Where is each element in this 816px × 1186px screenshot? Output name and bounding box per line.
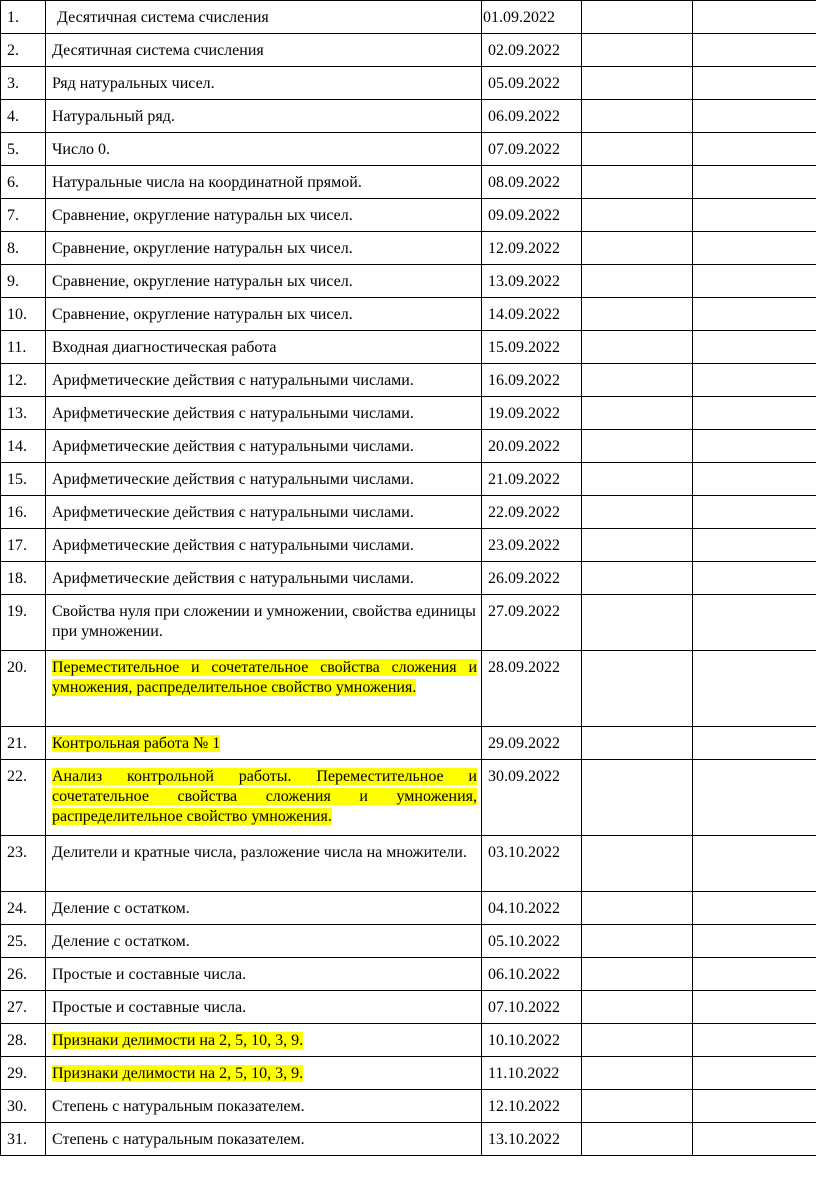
lesson-topic-text: Переместительное и сочетательное свойства сложения и умножения, распределительное свойство умножения. [52,659,477,696]
empty-cell [693,100,816,133]
empty-cell [693,1057,816,1090]
lesson-date: 08.09.2022 [482,166,582,199]
lesson-number: 20. [1,651,46,727]
empty-cell [582,1057,693,1090]
lesson-date: 27.09.2022 [482,595,582,651]
lesson-number: 14. [1,430,46,463]
table-row [1,727,816,760]
lesson-topic [46,1,482,34]
table-row [1,1,816,34]
lesson-topic [46,232,482,265]
lesson-topic-text: Сравнение, округление натуральн ых чисел. [52,273,353,290]
table-row [1,529,816,562]
lesson-topic [46,298,482,331]
table-row [1,34,816,67]
table-row [1,1024,816,1057]
table-row [1,836,816,892]
lesson-topic-text: Арифметические действия с натуральными числами. [52,570,414,587]
lesson-topic [46,958,482,991]
empty-cell [582,67,693,100]
lesson-topic [46,991,482,1024]
empty-cell [582,1024,693,1057]
empty-cell [582,1,693,34]
lesson-topic [46,1123,482,1156]
lesson-date: 19.09.2022 [482,397,582,430]
empty-cell [693,651,816,727]
lesson-date: 12.09.2022 [482,232,582,265]
lesson-topic-text: Арифметические действия с натуральными числами. [52,504,414,521]
empty-cell [582,364,693,397]
lesson-topic [46,166,482,199]
table-row [1,892,816,925]
lesson-topic-text: Арифметические действия с натуральными числами. [52,471,414,488]
table-row [1,1123,816,1156]
lesson-date: 23.09.2022 [482,529,582,562]
table-row [1,925,816,958]
empty-cell [693,430,816,463]
lesson-date: 10.10.2022 [482,1024,582,1057]
lesson-number: 12. [1,364,46,397]
empty-cell [582,925,693,958]
lesson-number: 6. [1,166,46,199]
lesson-topic-text: Признаки делимости на 2, 5, 10, 3, 9. [52,1032,304,1049]
empty-cell [693,925,816,958]
empty-cell [582,397,693,430]
lesson-date: 11.10.2022 [482,1057,582,1090]
lesson-topic [46,397,482,430]
lesson-topic-text: Сравнение, округление натуральн ых чисел. [52,240,353,257]
lesson-number: 2. [1,34,46,67]
lesson-topic [46,133,482,166]
empty-cell [582,760,693,836]
empty-cell [582,430,693,463]
table-row [1,496,816,529]
lesson-topic-text: Деление с остатком. [52,900,190,917]
lesson-topic-text: Признаки делимости на 2, 5, 10, 3, 9. [52,1065,304,1082]
lesson-date: 14.09.2022 [482,298,582,331]
table-row [1,364,816,397]
lesson-topic-text: Арифметические действия с натуральными числами. [52,372,414,389]
lesson-number: 25. [1,925,46,958]
lesson-date: 12.10.2022 [482,1090,582,1123]
empty-cell [693,958,816,991]
lesson-topic-text: Арифметические действия с натуральными числами. [52,537,414,554]
table-row [1,595,816,651]
lesson-topic-text: Свойства нуля при сложении и умножении, свойства единицы при умножении. [52,603,476,640]
lesson-topic [46,67,482,100]
empty-cell [693,397,816,430]
empty-cell [693,67,816,100]
empty-cell [693,727,816,760]
empty-cell [693,1,816,34]
lesson-number: 3. [1,67,46,100]
lesson-number: 8. [1,232,46,265]
lesson-topic [46,760,482,836]
lesson-date: 04.10.2022 [482,892,582,925]
lesson-topic-text: Число 0. [52,141,111,158]
lesson-date: 05.09.2022 [482,67,582,100]
table-row [1,199,816,232]
lesson-topic-text: Сравнение, округление натуральн ых чисел. [52,306,353,323]
empty-cell [582,651,693,727]
table-row [1,331,816,364]
empty-cell [582,199,693,232]
lesson-number: 1. [1,1,46,34]
empty-cell [693,595,816,651]
empty-cell [582,1090,693,1123]
lesson-topic [46,595,482,651]
lesson-topic [46,199,482,232]
lesson-number: 28. [1,1024,46,1057]
empty-cell [582,991,693,1024]
empty-cell [582,562,693,595]
lesson-topic-text: Натуральные числа на координатной прямой. [52,174,362,191]
empty-cell [582,331,693,364]
lesson-date: 07.09.2022 [482,133,582,166]
table-row [1,298,816,331]
empty-cell [693,232,816,265]
empty-cell [693,298,816,331]
empty-cell [582,298,693,331]
lesson-number: 29. [1,1057,46,1090]
lesson-number: 26. [1,958,46,991]
lesson-date: 21.09.2022 [482,463,582,496]
empty-cell [582,133,693,166]
empty-cell [693,760,816,836]
table-row [1,1057,816,1090]
lesson-topic [46,1057,482,1090]
lesson-number: 9. [1,265,46,298]
empty-cell [582,265,693,298]
lesson-topic-text: Сравнение, округление натуральн ых чисел. [52,207,353,224]
lesson-topic [46,265,482,298]
lesson-date: 13.10.2022 [482,1123,582,1156]
lesson-topic [46,1090,482,1123]
lesson-date: 28.09.2022 [482,651,582,727]
lesson-topic [46,1024,482,1057]
lesson-date: 07.10.2022 [482,991,582,1024]
lesson-date: 06.09.2022 [482,100,582,133]
lesson-topic-text: Натуральный ряд. [52,108,175,125]
lesson-topic [46,529,482,562]
empty-cell [693,463,816,496]
lesson-date: 26.09.2022 [482,562,582,595]
table-row [1,463,816,496]
empty-cell [693,496,816,529]
lesson-topic [46,892,482,925]
lesson-number: 10. [1,298,46,331]
table-row [1,232,816,265]
lesson-topic [46,727,482,760]
empty-cell [693,133,816,166]
lesson-date: 30.09.2022 [482,760,582,836]
table-row [1,430,816,463]
empty-cell [693,265,816,298]
empty-cell [693,166,816,199]
lesson-topic-text: Анализ контрольной работы. Переместительное и сочетательное свойства сложения и умножения, распределительное свойство умножения. [52,768,477,825]
empty-cell [582,166,693,199]
table-row [1,958,816,991]
lesson-topic-text: Делители и кратные числа, разложение числа на множители. [52,844,467,861]
lesson-number: 13. [1,397,46,430]
lesson-date: 20.09.2022 [482,430,582,463]
lesson-date: 22.09.2022 [482,496,582,529]
lesson-date: 29.09.2022 [482,727,582,760]
empty-cell [693,836,816,892]
table-row [1,1090,816,1123]
lesson-topic-text: Контрольная работа № 1 [52,735,221,752]
table-row [1,760,816,836]
lesson-number: 27. [1,991,46,1024]
lesson-topic [46,836,482,892]
empty-cell [693,991,816,1024]
lesson-date: 03.10.2022 [482,836,582,892]
table-row [1,562,816,595]
table-row [1,651,816,727]
empty-cell [693,34,816,67]
lesson-number: 17. [1,529,46,562]
lesson-number: 16. [1,496,46,529]
empty-cell [693,562,816,595]
lesson-topic-text: Степень с натуральным показателем. [52,1098,305,1115]
table-row [1,397,816,430]
lesson-topic [46,925,482,958]
lesson-number: 5. [1,133,46,166]
lesson-number: 4. [1,100,46,133]
lesson-date: 06.10.2022 [482,958,582,991]
empty-cell [693,1090,816,1123]
empty-cell [693,1123,816,1156]
lesson-number: 30. [1,1090,46,1123]
table-row [1,991,816,1024]
empty-cell [582,1123,693,1156]
lesson-topic [46,34,482,67]
lesson-number: 15. [1,463,46,496]
lesson-topic [46,100,482,133]
table-row [1,133,816,166]
empty-cell [582,100,693,133]
empty-cell [582,892,693,925]
lesson-topic [46,463,482,496]
lesson-number: 11. [1,331,46,364]
table-row [1,166,816,199]
lesson-date: 01.09.2022 [482,1,582,34]
lesson-number: 18. [1,562,46,595]
lesson-topic-text: Простые и составные числа. [52,966,247,983]
empty-cell [582,496,693,529]
lesson-date: 16.09.2022 [482,364,582,397]
lesson-topic-text: Ряд натуральных чисел. [52,75,215,92]
lesson-topic [46,496,482,529]
lesson-number: 19. [1,595,46,651]
lesson-date: 13.09.2022 [482,265,582,298]
lesson-topic-text: Простые и составные числа. [52,999,247,1016]
table-row [1,265,816,298]
empty-cell [693,529,816,562]
lesson-plan-body [1,1,816,1156]
lesson-number: 31. [1,1123,46,1156]
lesson-topic [46,562,482,595]
lesson-number: 22. [1,760,46,836]
lesson-number: 23. [1,836,46,892]
empty-cell [693,331,816,364]
empty-cell [582,232,693,265]
lesson-number: 21. [1,727,46,760]
lesson-topic-text: Арифметические действия с натуральными числами. [52,438,414,455]
lesson-topic [46,430,482,463]
lesson-topic-text: Входная диагностическая работа [52,339,277,356]
empty-cell [582,34,693,67]
empty-cell [693,892,816,925]
empty-cell [582,529,693,562]
lesson-number: 7. [1,199,46,232]
table-row [1,100,816,133]
lesson-topic-text: Десятичная система счисления [57,9,269,26]
empty-cell [582,595,693,651]
lesson-topic-text: Десятичная система счисления [52,42,264,59]
lesson-topic [46,651,482,727]
lesson-number: 24. [1,892,46,925]
lesson-date: 09.09.2022 [482,199,582,232]
empty-cell [582,836,693,892]
lesson-topic-text: Степень с натуральным показателем. [52,1131,305,1148]
empty-cell [693,1024,816,1057]
lesson-topic [46,364,482,397]
table-row [1,67,816,100]
lesson-topic-text: Арифметические действия с натуральными числами. [52,405,414,422]
lesson-topic [46,331,482,364]
empty-cell [693,199,816,232]
empty-cell [582,958,693,991]
empty-cell [582,727,693,760]
lesson-date: 05.10.2022 [482,925,582,958]
lesson-date: 15.09.2022 [482,331,582,364]
empty-cell [582,463,693,496]
empty-cell [693,364,816,397]
lesson-date: 02.09.2022 [482,34,582,67]
lesson-topic-text: Деление с остатком. [52,933,190,950]
